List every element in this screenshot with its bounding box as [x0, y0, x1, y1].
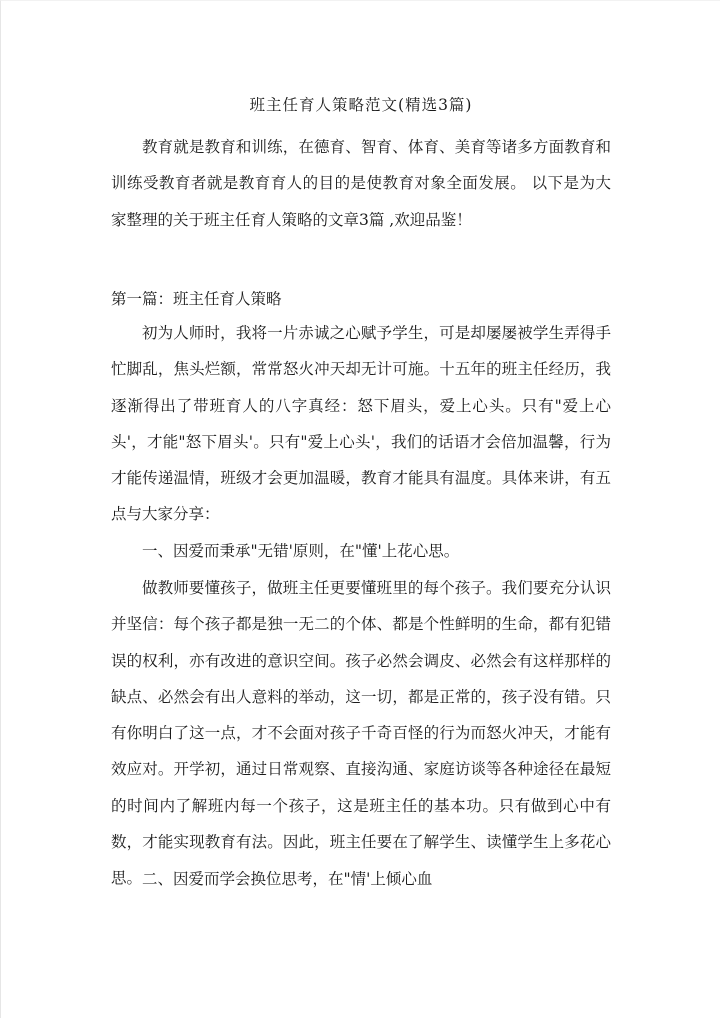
section1-paragraph — [111, 570, 611, 897]
section1-paragraph-text: 做教师要懂孩子，做班主任更要懂班里的每个孩子。我们要充分认识并坚信：每个孩子都是独一无二的个体、都是个性鲜明的生命，都有犯错误的权利，亦有改进的意识空间。孩子必然会调皮、必然会有这样那样的缺点、必然会有出人意料的举动，这一切，都是正常的，孩子没有错。只有你明白了这一点，才不会面对孩子千奇百怪的行为而怒火冲天，才能有效应对。开学初，通过日常观察、直接沟通、家庭访谈等各种途径在最短的时间内了解班内每一个孩子，这是班主任的基本功。只有做到心中有数，才能实现教育有法。因此，班主任要在了解学生、读懂学生上多花心思。 — [111, 579, 611, 888]
part1-heading: 第一篇：班主任育人策略 — [111, 290, 282, 308]
section1-heading: 一、因爱而秉承"无错'原则，在"懂'上花心思。 — [142, 542, 460, 560]
intro-text: 教育就是教育和训练，在德育、智育、体育、美育等诸多方面教育和训练受教育者就是教育育人的目的是使教育对象全面发展。 以下是为大家整理的关于班主任育人策略的文章3篇 ,欢迎品鉴！ — [111, 138, 611, 229]
part1-paragraph-1-text: 初为人师时，我将一片赤诚之心赋予学生，可是却屡屡被学生弄得手忙脚乱，焦头烂额，常常怒火冲天却无计可施。十五年的班主任经历，我逐渐得出了带班育人的八字真经：怒下眉头，爱上心头。只有"爱上心头'，才能"怒下眉头'。只有"爱上心头'，我们的话语才会倍加温馨，行为才能传递温情，班级才会更加温暖，教育才能具有温度。具体来讲，有五点与大家分享： — [111, 324, 611, 524]
section2-heading-block — [111, 861, 611, 897]
part1-paragraph-1 — [111, 315, 611, 533]
section1-heading-block — [111, 533, 611, 569]
part1-heading-block — [111, 281, 611, 317]
document-title: 班主任育人策略范文(精选3篇) — [249, 96, 473, 114]
intro-paragraph — [111, 129, 611, 238]
section2-heading: 二、因爱而学会换位思考，在"情'上倾心血 — [142, 870, 433, 888]
